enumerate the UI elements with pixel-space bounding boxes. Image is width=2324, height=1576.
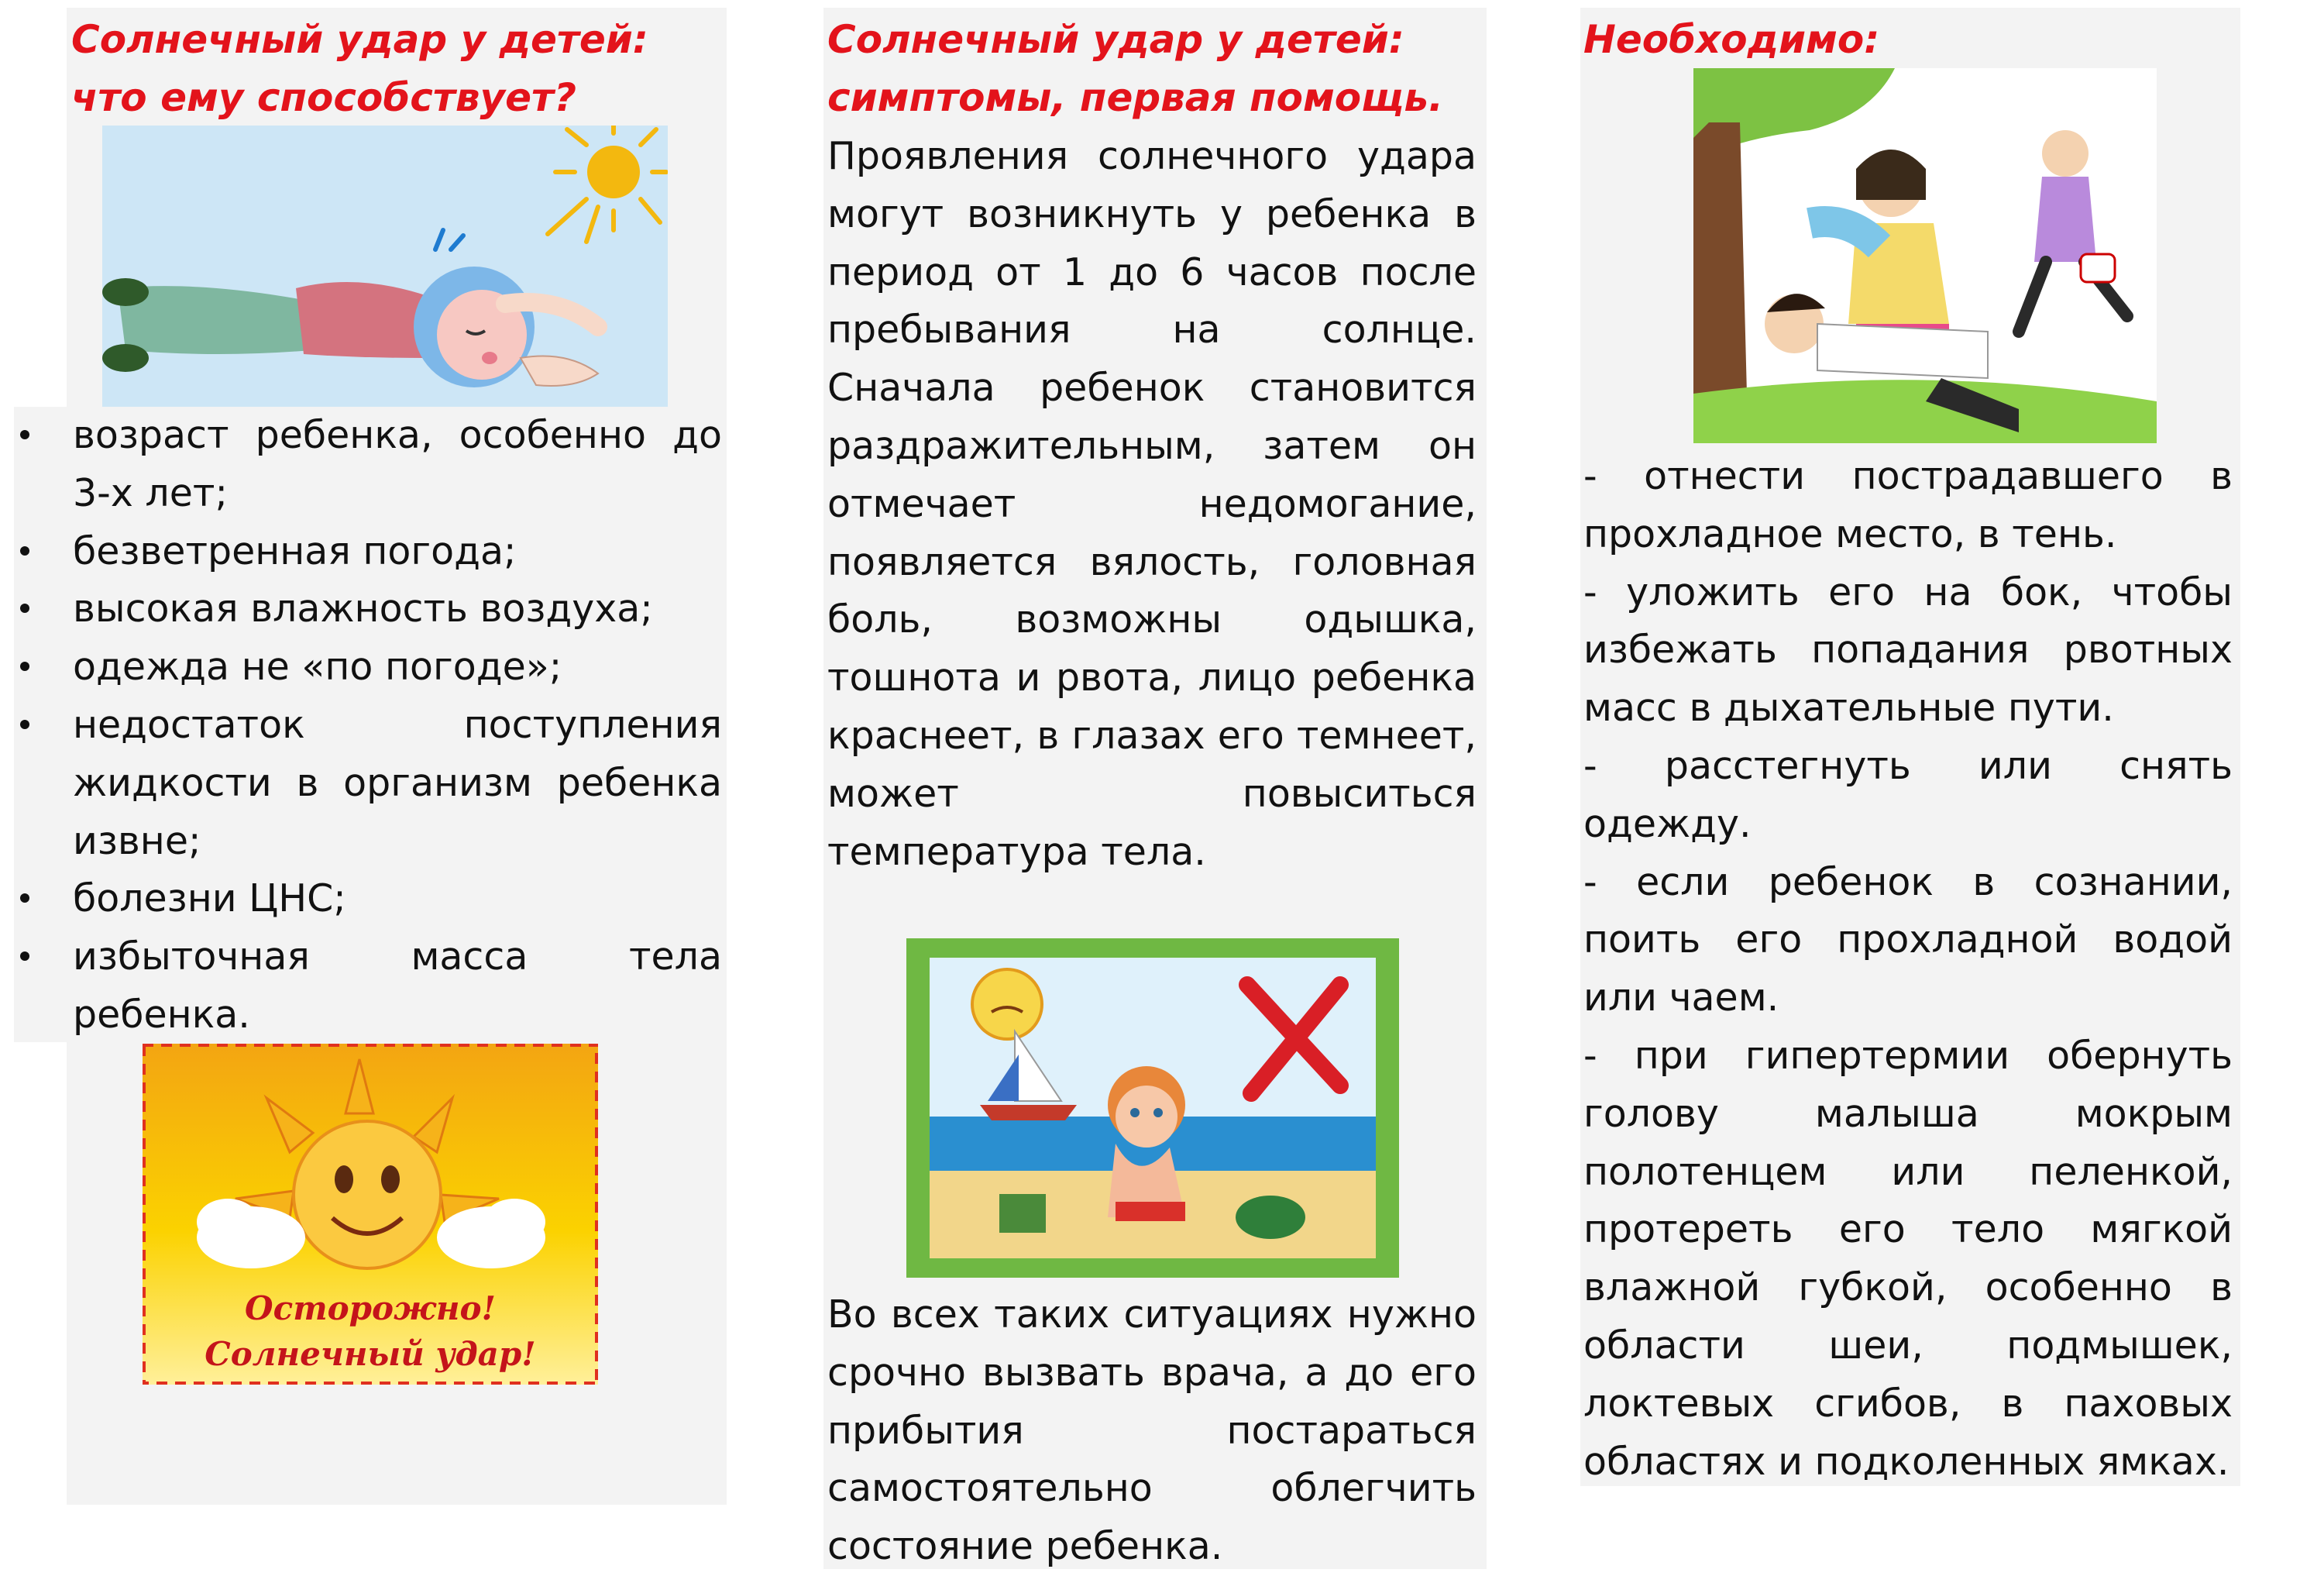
heading-symptoms: Солнечный удар у детей: симптомы, первая помощь. (827, 17, 1444, 120)
bullet-icon (20, 720, 29, 729)
first-aid-step: - уложить его на бок, чтобы избежать попадания рвотных масс в дыхательные пути. (1583, 569, 2233, 731)
first-aid-illustration (1693, 68, 2157, 443)
risk-factors-list (14, 407, 727, 1042)
bullet-icon (20, 893, 29, 903)
risk-factor-item: высокая влажность воздуха; (14, 580, 727, 638)
first-aid-step: - расстегнуть или снять одежду. (1583, 743, 2233, 846)
risk-factor-item: безветренная погода; (14, 523, 727, 581)
sleeping-child-illustration (102, 126, 668, 408)
risk-factor-item: возраст ребенка, особенно до 3-х лет; (14, 407, 727, 523)
symptoms-text-block (827, 128, 1477, 881)
first-aid-step: - если ребенок в сознании, поить его прохладной водой или чаем. (1583, 859, 2233, 1020)
sunstroke-warning-poster (143, 1044, 598, 1385)
poster-caption-line1: Осторожно! (245, 1289, 496, 1327)
call-doctor-text-block (827, 1286, 1477, 1576)
risk-factor-item: избыточная масса тела ребенка. (14, 928, 727, 1044)
bullet-icon (20, 604, 29, 613)
first-aid-step: - при гипертермии обернуть голову малыша мокрым полотенцем или пеленкой, протереть его тело мягкой влажной губкой, особенно в области шеи, подмышек, локтевых сгибов, в паховых областях и подколенных ямках. (1583, 1033, 2233, 1484)
risk-factor-item: болезни ЦНС; (14, 870, 727, 928)
poster-caption-line2: Солнечный удар! (205, 1335, 536, 1373)
bullet-icon (20, 430, 29, 439)
heading-risk-factors: Солнечный удар у детей: что ему способствует? (71, 17, 648, 120)
bullet-icon (20, 662, 29, 671)
bullet-icon (20, 951, 29, 961)
first-aid-steps (1583, 448, 2233, 1491)
beach-child-illustration (906, 938, 1399, 1278)
symptoms-paragraph: Проявления солнечного удара могут возникнуть у ребенка в период от 1 до 6 часов после пребывания на солнце. Сначала ребенок становится раздражительным, затем он отмечает недомогание, появляется вялость, головная боль, возможны одышка, тошнота и рвота, лицо ребенка краснеет, в глазах его темнеет, может повыситься температура тела. (827, 134, 1477, 874)
risk-factor-item: одежда не «по погоде»; (14, 638, 727, 697)
risk-factor-item: недостаток поступления жидкости в организм ребенка извне; (14, 697, 727, 870)
bullet-icon (20, 546, 29, 556)
first-aid-step: - отнести пострадавшего в прохладное место, в тень. (1583, 454, 2233, 556)
heading-first-aid: Необходимо: (1583, 17, 1880, 62)
call-doctor-paragraph: Во всех таких ситуациях нужно срочно вызвать врача, а до его прибытия постараться самостоятельно облегчить состояние ребенка. (827, 1292, 1477, 1569)
